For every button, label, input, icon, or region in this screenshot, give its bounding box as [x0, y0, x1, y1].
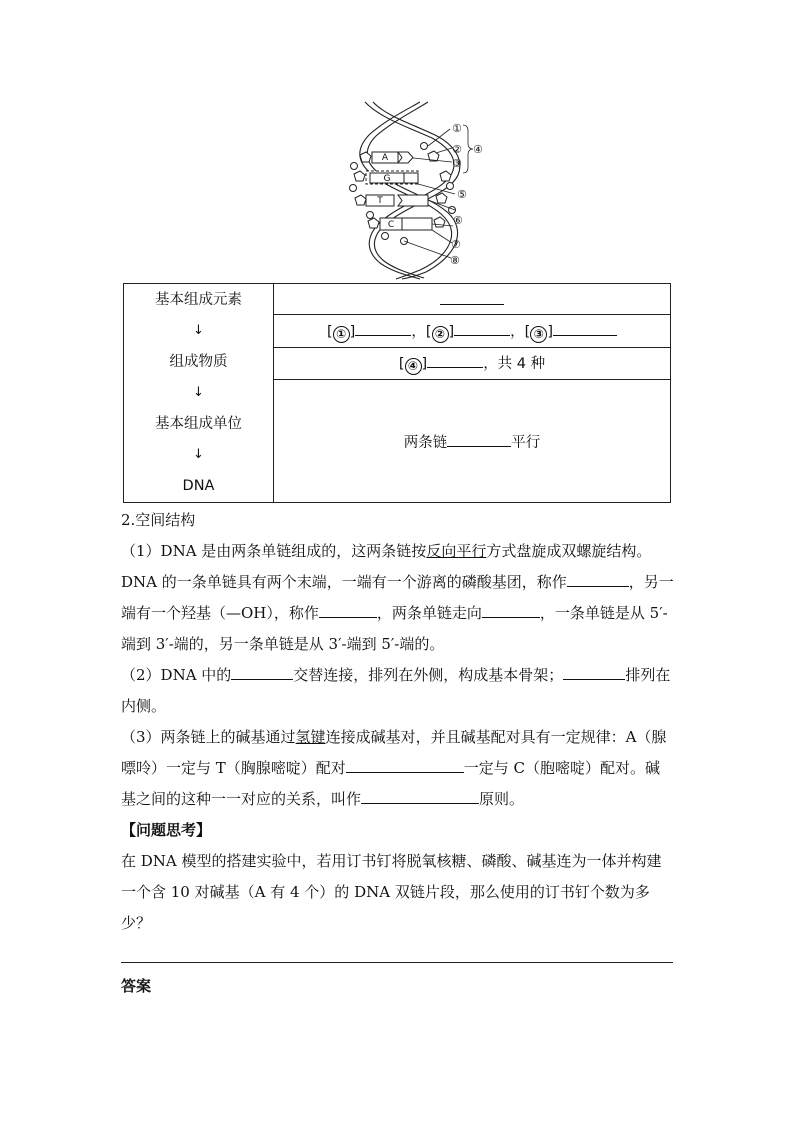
section-spatial-structure	[121, 505, 674, 939]
fill-blank[interactable]	[447, 432, 511, 447]
fill-blank[interactable]	[563, 665, 625, 680]
callout-number: ②	[452, 143, 462, 156]
circled-number-2: ②	[432, 326, 449, 343]
question-body: 在 DNA 模型的搭建实验中，若用订书钉将脱氧核糖、磷酸、碱基连为一体并构建一个含 10 对碱基（A 有 4 个）的 DNA 双链片段，那么使用的订书钉个数为多少？	[121, 852, 662, 932]
elements-cell	[274, 284, 671, 315]
phosphate-circle	[367, 212, 374, 219]
base-letter: C	[387, 220, 395, 230]
callout-number: ④	[473, 143, 483, 156]
phosphate-circle	[350, 185, 357, 192]
label-material: 组成物质	[169, 354, 228, 370]
callout-number: ⑦	[451, 238, 461, 251]
deoxyribose-pentagon	[436, 193, 447, 203]
deoxyribose-pentagon	[434, 217, 445, 227]
unit-cell: [ ④ ] ，共 4 种	[274, 348, 671, 380]
fill-blank[interactable]	[319, 603, 377, 618]
dna-composition-table	[123, 283, 671, 503]
section-heading: 2.空间结构	[121, 511, 196, 529]
fill-blank[interactable]	[361, 789, 479, 804]
leader-line	[432, 230, 452, 243]
circled-number-4: ④	[405, 358, 422, 375]
phosphate-circle	[351, 163, 358, 170]
dna-cell: 两条链 平行	[274, 380, 671, 503]
fill-blank[interactable]	[427, 353, 483, 368]
down-arrow-icon: ↓	[193, 447, 204, 462]
fill-blank[interactable]	[346, 758, 464, 773]
paragraph-1: （1）DNA 是由两条单链组成的，这两条链按反向平行方式盘旋成双螺旋结构。DNA 的一条单链具有两个末端，一端有一个游离的磷酸基团，称作 ，另一端有一个羟基（—OH），称作 ，两条单链走向 ，一条单链是从 5′-端到 3′-端的，另一条单链是从 3′-端到 5′-端的。	[121, 542, 674, 653]
phosphate-circle	[447, 183, 454, 190]
base-t-partner	[398, 195, 428, 206]
paragraph-2: （2）DNA 中的 交替连接，排列在外侧，构成基本骨架； 排列在内侧。	[121, 666, 671, 715]
label-dna: DNA	[182, 478, 215, 494]
callout-number: ③	[452, 157, 462, 170]
base-letter: T	[377, 196, 383, 206]
fill-blank[interactable]	[355, 321, 411, 336]
callout-number: ①	[452, 122, 462, 135]
divider	[121, 962, 673, 963]
phosphate-circle	[421, 143, 428, 150]
base-c-partner	[402, 218, 432, 230]
fill-blank[interactable]	[567, 572, 629, 587]
material-cell: [ ① ] ，[ ② ] ，[ ③ ]	[274, 315, 671, 348]
dna-structure-figure	[340, 98, 500, 280]
circled-number-3: ③	[530, 326, 547, 343]
paragraph-3: （3）两条链上的碱基通过氢键连接成碱基对，并且碱基配对具有一定规律：A（腺嘌呤）一定与 T（胸腺嘧啶）配对 一定与 C（胞嘧啶）配对。碱基之间的这种一一对应的关系，叫作 原则。	[121, 728, 667, 808]
fill-blank[interactable]	[553, 321, 617, 336]
right-strand-outer	[360, 102, 452, 279]
question-heading: 【问题思考】	[121, 821, 212, 839]
base-letter: A	[381, 153, 389, 163]
label-elements: 基本组成元素	[155, 292, 242, 308]
base-a-partner	[398, 152, 413, 163]
label-unit: 基本组成单位	[155, 416, 242, 432]
deoxyribose-pentagon	[355, 195, 366, 205]
callout-number: ⑧	[450, 254, 460, 267]
fill-blank[interactable]	[454, 321, 510, 336]
brace-4	[463, 125, 473, 173]
fill-blank[interactable]	[482, 603, 540, 618]
composition-levels-column	[124, 284, 274, 503]
fill-blank[interactable]	[440, 290, 504, 305]
callout-number: ⑥	[453, 214, 463, 227]
answer-label: 答案	[121, 977, 152, 995]
fill-blank[interactable]	[231, 665, 293, 680]
down-arrow-icon: ↓	[193, 385, 204, 400]
callout-number: ⑤	[457, 188, 467, 201]
down-arrow-icon: ↓	[193, 323, 204, 338]
base-g-partner	[404, 173, 418, 183]
deoxyribose-pentagon	[440, 171, 451, 181]
base-letter: G	[383, 174, 391, 184]
circled-number-1: ①	[333, 326, 350, 343]
deoxyribose-pentagon	[360, 152, 371, 162]
deoxyribose-pentagon	[354, 171, 365, 181]
deoxyribose-pentagon	[368, 218, 379, 228]
phosphate-circle	[382, 233, 389, 240]
leader-line	[404, 241, 451, 258]
